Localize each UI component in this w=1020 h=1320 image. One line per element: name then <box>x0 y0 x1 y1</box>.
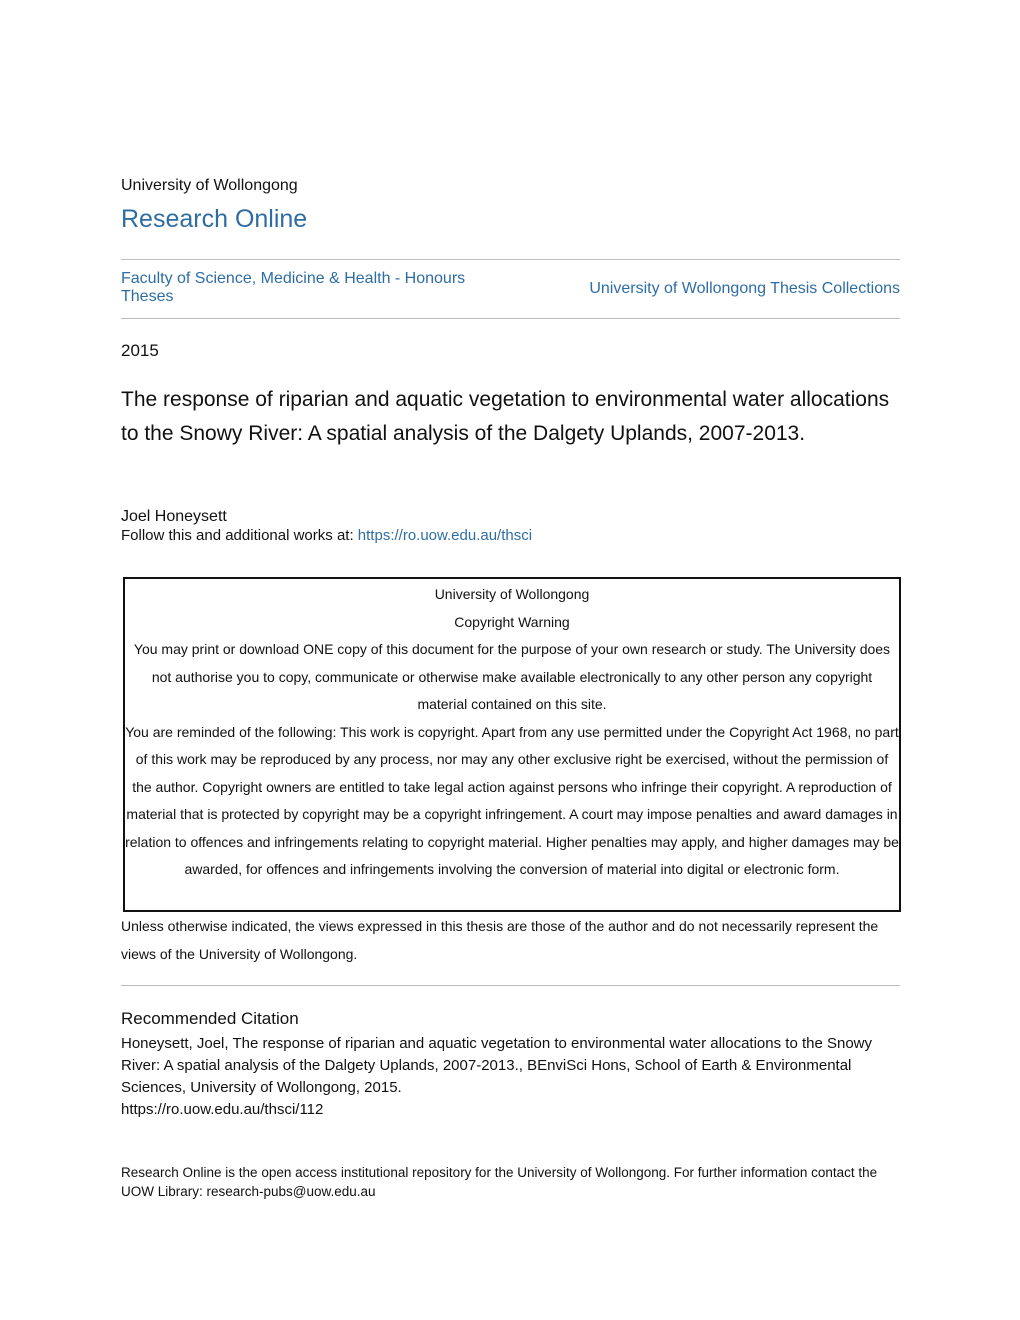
citation-url[interactable]: https://ro.uow.edu.au/thsci/112 <box>121 1101 324 1118</box>
publication-year: 2015 <box>121 341 159 360</box>
university-name: University of Wollongong <box>121 177 298 194</box>
follow-link[interactable]: https://ro.uow.edu.au/thsci <box>357 527 533 544</box>
footer-text: Research Online is the open access institutional repository for the University of Wollongong. For further information contact the UOW Library: research-pubs@uow.edu.au <box>121 1165 878 1199</box>
warning-institution: University of Wollongong <box>434 586 590 602</box>
copyright-warning-box <box>123 577 901 912</box>
thesis-title: The response of riparian and aquatic vegetation to environmental water allocations to the Snowy River: A spatial analysis of the Dalgety Uplands, 2007-2013. <box>121 388 890 445</box>
research-online-link[interactable]: Research Online <box>121 205 308 233</box>
series-link[interactable]: Faculty of Science, Medicine & Health - Honours Theses <box>121 270 466 305</box>
bottom-divider <box>121 318 900 319</box>
top-divider <box>121 259 900 260</box>
citation-heading: Recommended Citation <box>121 1009 299 1028</box>
warning-paragraph-2: You are reminded of the following: This work is copyright. Apart from any use permitted under the Copyright Act 1968, no part of this work may be reproduced by any process, nor may any other exclusive right be exercised, without the permission of the author. Copyright owners are entitled to take legal action against persons who infringe their copyright. A reproduction of material that is protected by copyright may be a copyright infringement. A court may impose penalties and award damages in relation to offences and infringements relating to copyright material. Higher penalties may apply, and higher damages may be awarded, for offences and infringements involving the conversion of material into digital or electronic form. <box>125 723 899 877</box>
warning-heading: Copyright Warning <box>454 613 570 630</box>
follow-line <box>121 527 532 544</box>
citation-divider <box>121 985 900 986</box>
author-name: Joel Honeysett <box>121 508 227 525</box>
views-disclaimer: Unless otherwise indicated, the views expressed in this thesis are those of the author and do not necessarily represent the views of the University of Wollongong. <box>121 918 879 962</box>
thesis-collections-link[interactable]: University of Wollongong Thesis Collections <box>589 280 900 297</box>
citation-block <box>121 1033 901 1121</box>
citation-text: Honeysett, Joel, The response of riparian and aquatic vegetation to environmental water allocations to the Snowy River: A spatial analysis of the Dalgety Uplands, 2007-2013., BEnviSci Hons, School of Earth & Environmental Sciences, University of Wollongong, 2015. <box>121 1035 873 1096</box>
warning-paragraph-1: You may print or download ONE copy of this document for the purpose of your own research or study. The University does not authorise you to copy, communicate or otherwise make available electronically to any other person any copyright material contained on this site. <box>133 641 891 712</box>
follow-text: Follow this and additional works at: <box>121 527 358 544</box>
